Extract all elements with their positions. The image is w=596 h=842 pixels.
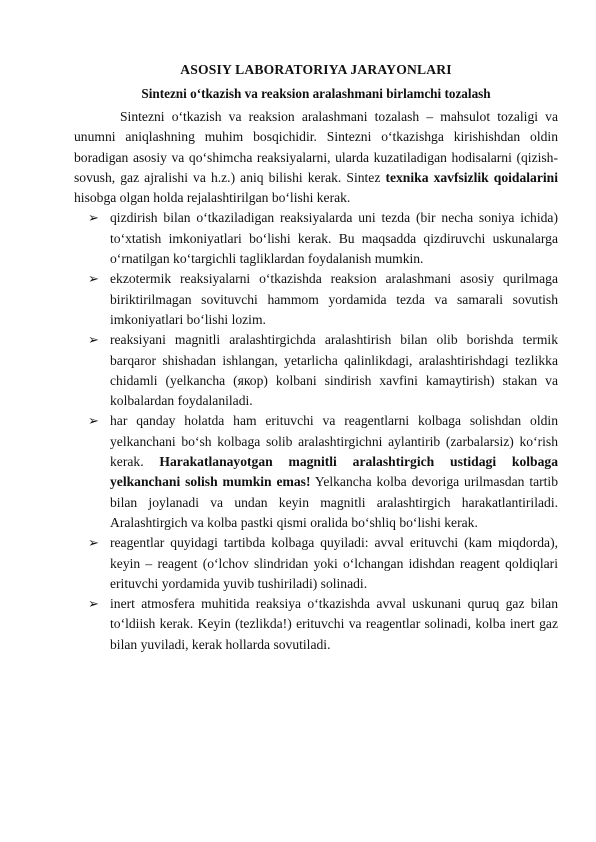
list-item — [74, 330, 558, 411]
section-subtitle: Sintezni o‘tkazish va reaksion aralashmani birlamchi tozalash — [141, 86, 491, 101]
intro-text-end: hisobga olgan holda rejalashtirilgan bo‘lishi kerak. — [74, 190, 351, 206]
list-item-text: reaksiyani magnitli aralashtirgichda aralashtirish bilan olib borishda termik barqaror shishadan ishlangan, yetarlicha qalinlikdagi, aralashtirishdagi tezlikka chidamli (yelkancha (якор) kolbani sindirish xavfini kamaytirish) stakan va kolbalardan foydalaniladi. — [110, 332, 558, 409]
list-item — [74, 411, 558, 533]
list-item-text: ekzotermik reaksiyalarni o‘tkazishda reaksion aralashmani asosiy qurilmaga biriktirilmagan sovituvchi hammom yordamida tezda va samarali sovutish imkoniyatlari bo‘lishi lozim. — [110, 271, 558, 327]
list-item-text: inert atmosfera muhitida reaksiya o‘tkazishda avval uskunani quruq gaz bilan to‘ldiish kerak. Keyin (tezlikda!) erituvchi va reagentlar solinadi, kolba inert gaz bilan yuviladi, kerak hollarda sovutiladi. — [110, 596, 558, 652]
list-item — [74, 208, 558, 269]
list-item-text-end: Yelkancha kolba devoriga urilmasdan tartib bilan joylanadi va undan keyin magnitli aralashtirgich harakatlantiriladi. Aralashtirgich va kolba pastki qismi oralida bo‘shliq bo‘lishi kerak. — [110, 474, 559, 530]
arrow-bullet-icon: ➢ — [88, 210, 99, 226]
intro-bold-text: texnika xavfsizlik qoidalarini — [385, 169, 558, 185]
list-item-text: qizdirish bilan o‘tkaziladigan reaksiyalarda uni tezda (bir necha soniya ichida) to‘xtatish imkoniyatlari bo‘lishi kerak. Bu maqsadda qizdiruvchi uskunalarga o‘rnatilgan ko‘targichli tagliklardan foydalanish mumkin. — [110, 210, 558, 267]
list-item — [74, 269, 558, 330]
intro-text: Sintezni o‘tkazish va reaksion aralashmani tozalash – mahsulot tozaligi va unumni aniqlashning muhim bosqichidir. Sintezni o‘tkazishga kirishishdan oldin boradigan asosiy va qo‘shimcha reaksiyalarni, ularda kuzatiladigan hodisalarni (qizish-sovush, gaz ajralishi va h.z.) aniq bilishi kerak. Sintez — [74, 109, 558, 185]
bullet-list — [74, 208, 558, 655]
arrow-bullet-icon: ➢ — [88, 596, 99, 612]
arrow-bullet-icon: ➢ — [88, 535, 99, 551]
page-title: ASOSIY LABORATORIYA JARAYONLARI — [180, 62, 452, 77]
list-item — [74, 594, 558, 655]
arrow-bullet-icon: ➢ — [88, 413, 99, 429]
arrow-bullet-icon: ➢ — [88, 271, 99, 287]
list-item-text: har qanday holatda ham erituvchi va reagentlarni kolbaga solishdan oldin yelkanchani bo‘sh kolbaga solib aralashtirgichni aylantirib (zarbalarsiz) ko‘rish kerak. — [110, 413, 558, 470]
list-item — [74, 533, 558, 594]
list-item-text: reagentlar quyidagi tartibda kolbaga quyiladi: avval erituvchi (kam miqdorda), keyin – reagent (o‘lchov slindridan yoki o‘lchangan idishdan reagent qoldiqlari erituvchi yordamida yuvib tushiriladi) solinadi. — [110, 535, 558, 591]
document-page — [74, 60, 558, 655]
list-item-bold-text: Harakatlanayotgan magnitli aralashtirgich ustidagi kolbaga yelkanchani solish mumkin emas! — [110, 454, 558, 490]
arrow-bullet-icon: ➢ — [88, 332, 99, 348]
intro-paragraph — [74, 107, 558, 208]
